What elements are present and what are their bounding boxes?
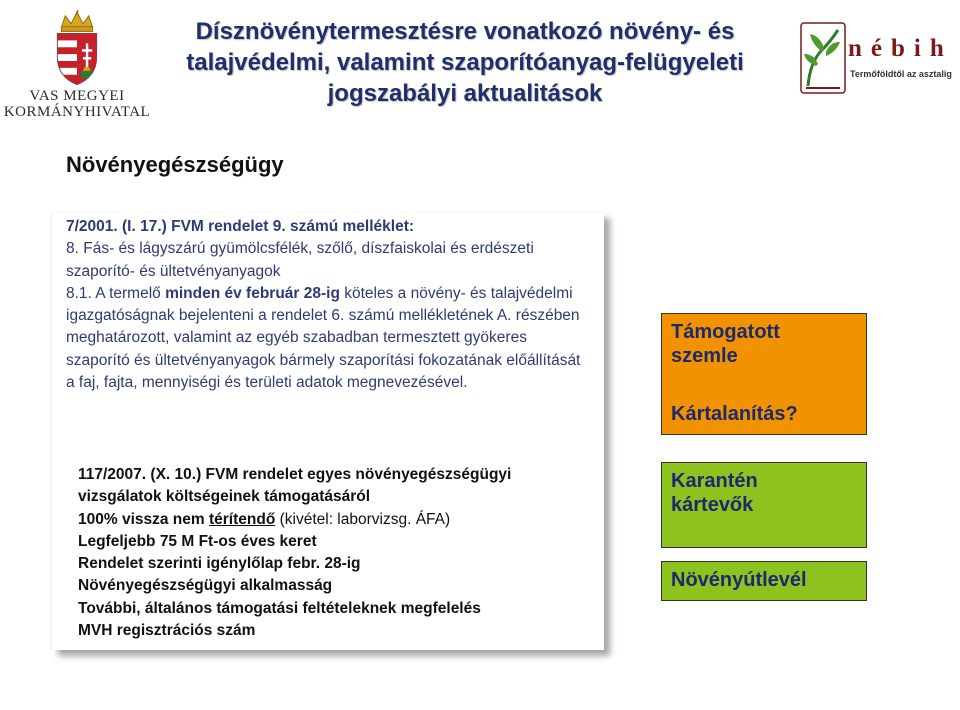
plant-passport-label: Növényútlevél bbox=[671, 569, 807, 591]
regulation-2-support bbox=[78, 509, 588, 531]
quarantine-pests-box bbox=[661, 462, 867, 548]
quarantine-pests-line2: kártevők bbox=[671, 494, 754, 516]
title-line-2: talajvédelmi, valamint szaporítóanyag-felügyeleti bbox=[186, 49, 744, 76]
supported-inspection-line1: Támogatott bbox=[671, 321, 780, 343]
regulation-1-body bbox=[66, 283, 586, 394]
section-heading: Növényegészségügy bbox=[66, 152, 284, 177]
support-text-underlined: térítendő bbox=[208, 510, 276, 528]
regulation-1-text-b: köteles a növény- és talajvédelmi igazgatóságnak bejelenteni a rendelet 6. számú mellékletének A. részében meghatározott, valamint az egyéb szabadban termesztett gyökeres szaporító és ültetvényanyagok bármely szaporítási fokozatának előállítását a faj, fajta, mennyiségi és területi adatok megnevezésével. bbox=[66, 284, 581, 392]
supported-inspection-box bbox=[661, 313, 867, 435]
coat-of-arms-icon bbox=[47, 10, 107, 87]
regulation-paragraph-1 bbox=[66, 216, 586, 394]
supported-inspection-line2: szemle bbox=[671, 345, 738, 367]
main-content-box bbox=[52, 212, 604, 650]
logo-caption-county: VAS MEGYEI bbox=[29, 87, 125, 104]
support-text-b: (kivétel: laborvizsg. ÁFA) bbox=[275, 510, 451, 528]
regulation-1-title: 7/2001. (I. 17.) FVM rendelet 9. számú melléklet: bbox=[66, 218, 415, 235]
quarantine-pests-line1: Karantén bbox=[671, 470, 758, 492]
regulation-2-eligibility: Növényegészségügyi alkalmasság bbox=[78, 577, 333, 595]
regulation-paragraph-2 bbox=[78, 464, 588, 642]
title-line-3: jogszabályi aktualitások bbox=[327, 80, 603, 107]
regulation-2-registration: MVH regisztrációs szám bbox=[78, 622, 256, 640]
nebih-logo bbox=[800, 22, 958, 132]
regulation-1-scope: 8. Fás- és lágyszárú gyümölcsfélék, szőlő, díszfaiskolai és erdészeti szaporító- és ültetvényanyagok bbox=[66, 240, 534, 280]
regulation-1-text-a: 8.1. A termelő bbox=[66, 284, 166, 302]
nebih-wordmark: nébih bbox=[848, 35, 953, 62]
nebih-slogan: Termőföldtől az asztalig bbox=[850, 69, 952, 79]
regulation-2-budget: Legfeljebb 75 M Ft-os éves keret bbox=[78, 532, 317, 550]
logo-caption-office: KORMÁNYHIVATAL bbox=[3, 103, 151, 120]
regulation-1-deadline: minden év február 28-ig bbox=[165, 284, 340, 302]
nebih-emblem-icon bbox=[800, 22, 846, 94]
regulation-2-conditions: További, általános támogatási feltételeknek megfelelés bbox=[78, 599, 481, 617]
page-title bbox=[145, 16, 785, 109]
compensation-question: Kártalanítás? bbox=[671, 403, 798, 425]
title-line-1: Dísznövénytermesztésre vonatkozó növény- és bbox=[195, 18, 735, 45]
vas-megyei-kormanyhivatal-logo bbox=[3, 10, 151, 120]
regulation-2-title: 117/2007. (X. 10.) FVM rendelet egyes növényegészségügyi vizsgálatok költségeinek támogatásáról bbox=[78, 466, 512, 506]
support-text-a: 100% vissza nem bbox=[78, 510, 209, 528]
plant-passport-box bbox=[661, 561, 867, 601]
regulation-2-form-deadline: Rendelet szerinti igénylőlap febr. 28-ig bbox=[78, 555, 361, 573]
